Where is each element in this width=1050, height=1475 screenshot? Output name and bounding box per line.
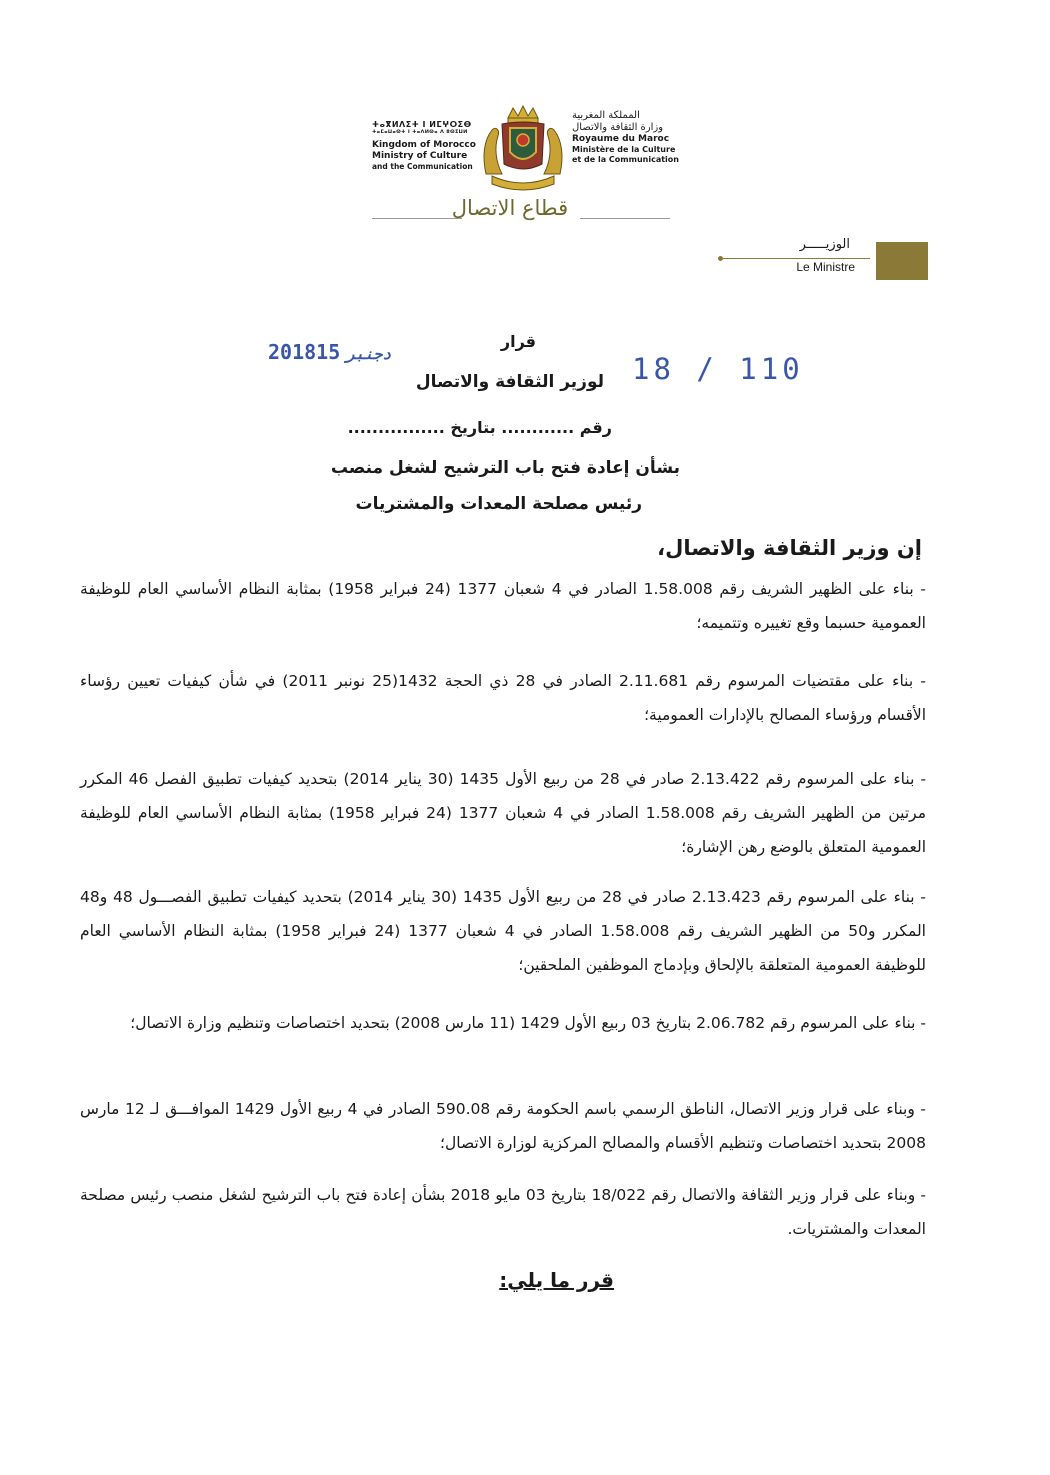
header-english-block: [372, 120, 482, 172]
coat-of-arms-emblem: [478, 104, 568, 196]
sector-divider-right: [580, 218, 670, 219]
minister-label-french: Le Ministre: [796, 260, 855, 274]
tifinagh-line-2: ⵜⴰⵎⴰⵡⴰⵙⵜ ⵏ ⵜⴰⴷⵍⵙⴰ ⴷ ⵓⵙⵉⵡⵍ: [372, 129, 468, 135]
title-decision: قرار: [500, 332, 536, 351]
stamp-year: 2018: [268, 340, 317, 364]
sector-title: قطاع الاتصال: [451, 196, 569, 220]
title-minister: لوزير الثقافة والاتصال: [415, 372, 604, 392]
paragraph: - بناء على المرسوم رقم 2.13.422 صادر في 28 من ربيع الأول 1435 (30 يناير 2014) بتحديد كيفيات تطبيق الفصل 46 المكرر مرتين من الظهير الشريف رقم 1.58.008 الصادر في 4 شعبان 1377 (24 فبراير 1958) بمثابة النظام الأساسي العام للوظيفة العمومية المتعلق بالوضع رهن الإشارة؛: [80, 770, 927, 856]
decree-heading: قرر ما يلي:: [499, 1268, 614, 1292]
date-stamp: [268, 340, 397, 364]
english-ministry-2: and the Communication: [372, 162, 473, 171]
tifinagh-line-1: ⵜⴰⴳⵍⴷⵉⵜ ⵏ ⵍⵎⵖⵔⵉⴱ: [372, 120, 472, 129]
header-french-block: [572, 110, 682, 165]
stamp-month: دجنبر: [346, 345, 392, 363]
french-ministry-2: et de la Communication: [572, 155, 679, 164]
french-ministry: Ministère de la Culture: [572, 145, 676, 154]
paragraph: - وبناء على قرار وزير الاتصال، الناطق الرسمي باسم الحكومة رقم 590.08 الصادر في 4 ربيع الأول 1429 الموافـــق لـ 12 مارس 2008 بتحديد اختصاصات وتنظيم الأقسام والمصالح المركزية لوزارة الاتصال؛: [80, 1100, 926, 1152]
paragraph: - بناء على المرسوم رقم 2.13.423 صادر في 28 من ربيع الأول 1435 (30 يناير 2014) بتحديد كيفيات تطبيق الفصـــول 48 و48 المكرر و50 من الظهير الشريف رقم 1.58.008 الصادر في 4 شعبان 1377 (24 فبراير 1958) بمثابة النظام الأساسي العام للوظيفة العمومية المتعلقة بالإلحاق وبإدماج الموظفين الملحقين؛: [80, 888, 926, 974]
paragraph: - وبناء على قرار وزير الثقافة والاتصال رقم 18/022 بتاريخ 03 مايو 2018 بشأن إعادة فتح باب الترشيح لشغل منصب رئيس مصلحة المعدات والمشتريات.: [80, 1186, 926, 1238]
body-heading: إن وزير الثقافة والاتصال،: [657, 536, 922, 560]
title-subject-1: بشأن إعادة فتح باب الترشيح لشغل منصب: [330, 458, 680, 478]
minister-line: [720, 258, 870, 259]
number-stamp: 18 / 110: [632, 352, 804, 386]
english-kingdom: Kingdom of Morocco: [372, 140, 476, 150]
title-subject-2: رئيس مصلحة المعدات والمشتريات: [355, 494, 642, 514]
paragraph: - بناء على المرسوم رقم 2.06.782 بتاريخ 03 ربيع الأول 1429 (11 مارس 2008) بتحديد اختصاصات وتنظيم وزارة الاتصال؛: [130, 1014, 926, 1032]
title-number-date: رقم ............ بتاريخ ................: [347, 418, 612, 437]
english-ministry: Ministry of Culture: [372, 151, 468, 161]
paragraph: - بناء على مقتضيات المرسوم رقم 2.11.681 الصادر في 28 ذي الحجة 1432(25 نونبر 2011) في شأن كيفيات تعيين رؤساء الأقسام ورؤساء المصالح بالإدارات العمومية؛: [80, 672, 927, 724]
minister-label-arabic: الوزيـــــر: [799, 237, 850, 252]
arabic-kingdom: المملكة المغربية: [572, 110, 640, 121]
arabic-ministry: وزارة الثقافة والاتصال: [572, 122, 664, 133]
paragraph: - بناء على الظهير الشريف رقم 1.58.008 الصادر في 4 شعبان 1377 (24 فبراير 1958) بمثابة النظام الأساسي العام للوظيفة العمومية حسبما وقع تغييره وتتميمه؛: [80, 580, 927, 632]
sector-divider-left: [372, 218, 462, 219]
stamp-day: 15: [316, 340, 341, 364]
minister-color-block: [876, 242, 928, 280]
french-kingdom: Royaume du Maroc: [572, 134, 670, 144]
